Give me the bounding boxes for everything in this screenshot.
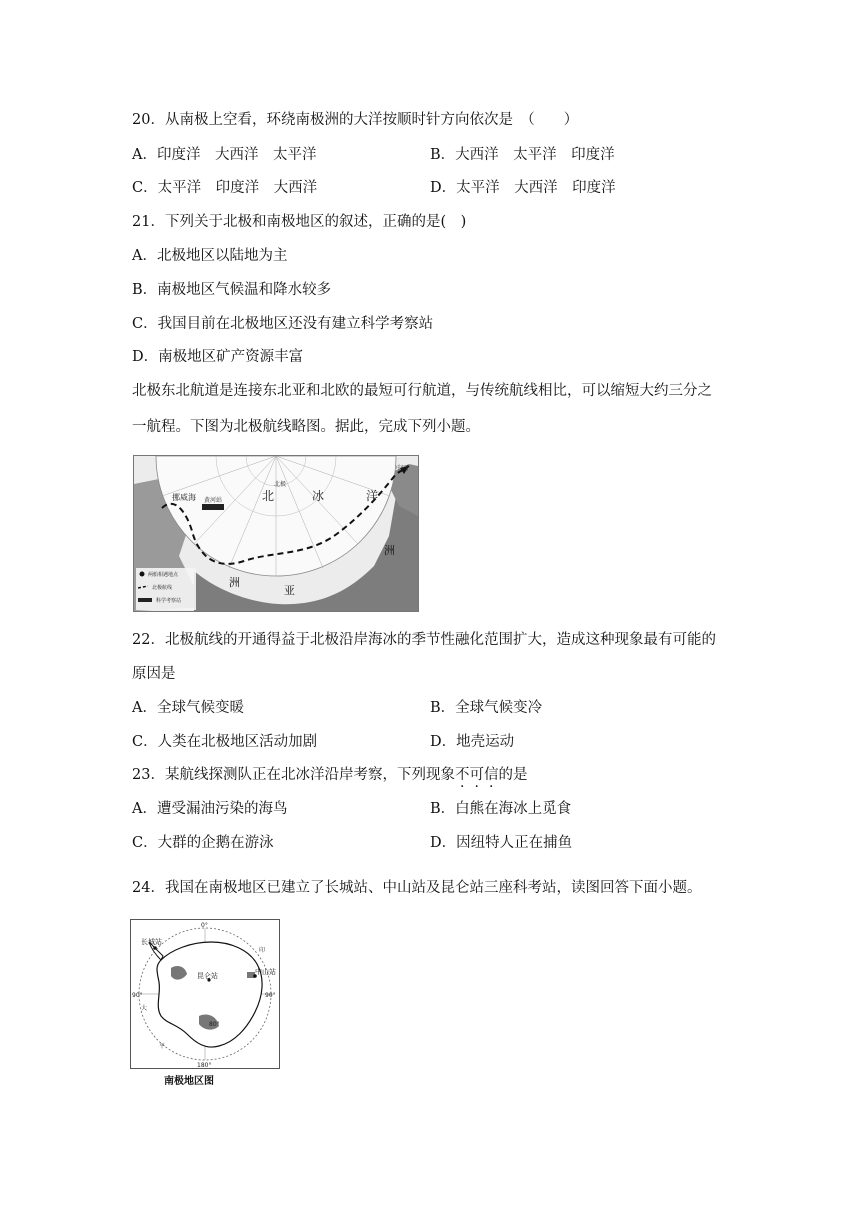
station-label: 黄河站 (204, 497, 223, 504)
ocean-char-c: 平 (159, 1043, 166, 1050)
q23-emphasis-1: 不 (454, 767, 470, 783)
q23-option-c: C．大群的企鹅在游泳 (132, 835, 274, 851)
intro-line-1: 北极东北航道是连接东北亚和北欧的最短可行航道，与传统航线相比，可以缩短大约三分之 (132, 383, 712, 399)
q24-stem: 24．我国在南极地区已建立了长城站、中山站及昆仑站三座科考站，读图回答下面小题。 (132, 880, 702, 896)
lat-80-label: 80° (209, 1021, 220, 1028)
asia-continent-label: 洲 (384, 544, 395, 557)
q20-option-a: A．印度洋 大西洋 太平洋 (132, 147, 317, 163)
q23-stem (132, 765, 527, 785)
sea-label: 挪威海 (172, 493, 196, 502)
ocean-word-north: 北 (262, 489, 275, 503)
q22-stem-line-1: 22．北极航线的开通得益于北极沿岸海冰的季节性融化范围扩大，造成这种现象最有可能的 (132, 632, 716, 648)
intro-line-2: 一航程。下图为北极航线略图。据此，完成下列小题。 (132, 419, 480, 435)
q20-option-d: D．太平洋 大西洋 印度洋 (430, 180, 616, 196)
lon-180-label: 180° (197, 1062, 212, 1068)
q23-stem-pre: 23．某航线探测队正在北冰洋沿岸考察，下列现象 (132, 767, 455, 783)
q23-option-d: D．因纽特人正在捕鱼 (430, 835, 573, 851)
q22-stem-line-2: 原因是 (132, 666, 176, 682)
q22-option-d: D．地壳运动 (430, 734, 515, 750)
q21-option-d: D．南极地区矿产资源丰富 (132, 349, 304, 365)
ocean-word-ocean: 洋 (366, 489, 379, 503)
kunlun-label: 昆仑站 (197, 972, 218, 980)
lon-90w-label: 90° (132, 992, 143, 999)
asia-label: 亚 (284, 584, 295, 597)
china-label: 中国 (396, 465, 409, 472)
legend-meeting: 两船相遇地点 (148, 572, 179, 578)
arctic-route-map (133, 455, 419, 612)
q21-option-c: C．我国目前在北极地区还没有建立科学考察站 (132, 316, 434, 332)
q22-option-c: C．人类在北极地区活动加剧 (132, 734, 318, 750)
q23-emphasis-2: 可 (469, 767, 484, 783)
ocean-char-a: 大 (141, 1005, 148, 1012)
lon-90e-label: 90° (265, 992, 276, 999)
q20-option-b: B．大西洋 太平洋 印度洋 (430, 147, 615, 163)
q20-option-c: C．太平洋 印度洋 大西洋 (132, 180, 318, 196)
legend-route: 北极航线 (152, 585, 173, 591)
ocean-word-ice: 冰 (312, 489, 325, 503)
ocean-char-b: 印 (259, 947, 266, 954)
pole-label: 北极 (274, 481, 287, 488)
q22-option-b: B．全球气候变冷 (430, 700, 543, 716)
changcheng-label: 长城站 (141, 938, 162, 946)
q23-stem-post: 的是 (498, 767, 528, 783)
q23-option-b: B．白熊在海冰上觅食 (430, 801, 572, 817)
q20-stem: 20．从南极上空看，环绕南极洲的大洋按顺时针方向依次是 （ ） (132, 112, 579, 128)
q23-emphasis-3: 信 (483, 767, 499, 783)
legend-station: 科学考察站 (156, 598, 182, 604)
lon-0-label: 0° (201, 922, 208, 929)
antarctica-map-caption: 南极地区图 (164, 1076, 214, 1087)
q23-option-a: A．遭受漏油污染的海鸟 (132, 801, 288, 817)
europe-continent-label: 洲 (229, 576, 240, 589)
antarctica-map (130, 919, 280, 1069)
q21-option-a: A．北极地区以陆地为主 (132, 248, 288, 264)
q22-option-a: A．全球气候变暖 (132, 700, 244, 716)
q21-stem: 21．下列关于北极和南极地区的叙述，正确的是( ) (132, 214, 467, 230)
zhongshan-label: 中山站 (255, 968, 276, 976)
q21-option-b: B．南极地区气候温和降水较多 (132, 282, 332, 298)
